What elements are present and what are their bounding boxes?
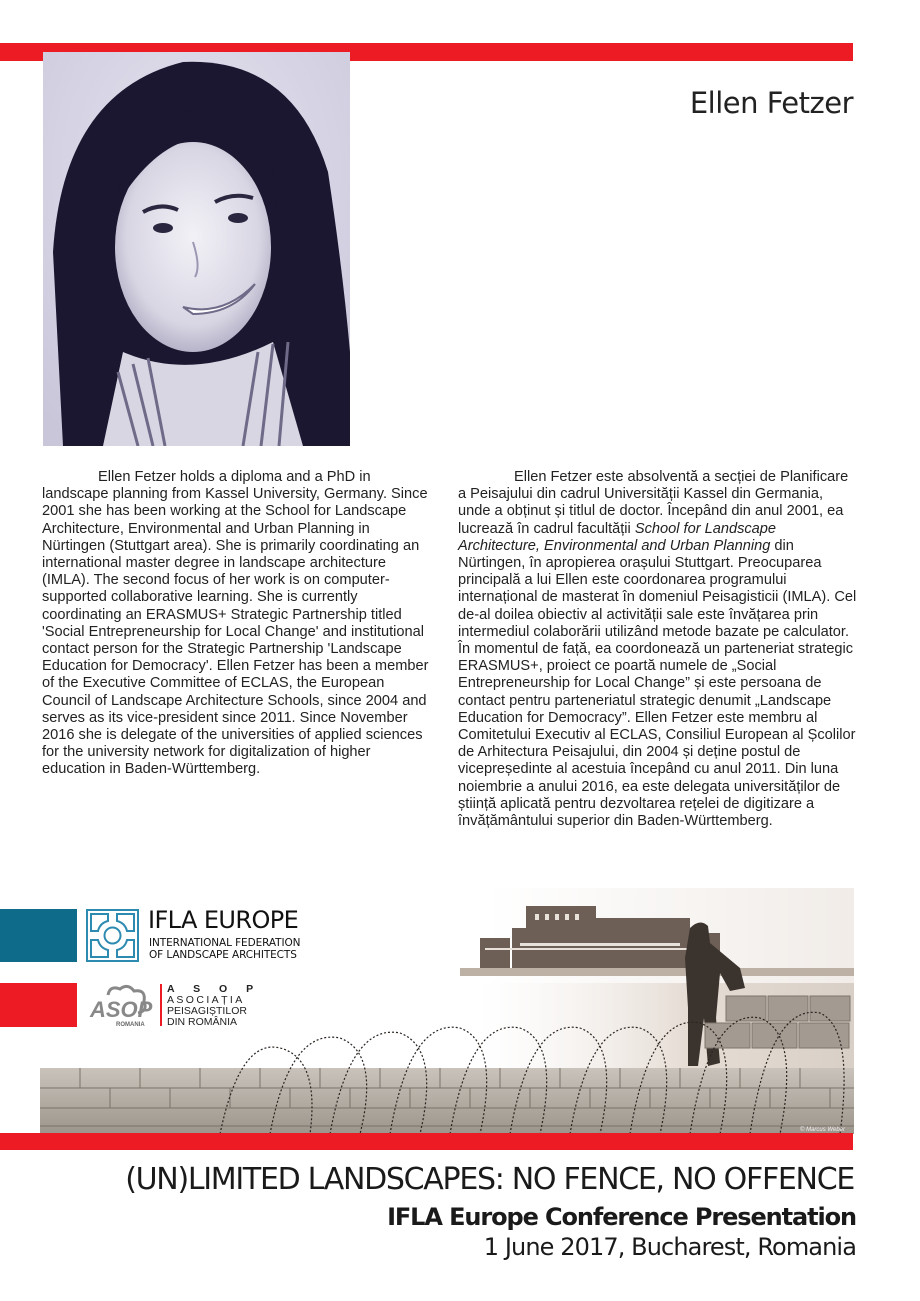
photo-credit: © Marcus Weber <box>800 1127 845 1133</box>
ifla-color-block <box>0 909 77 962</box>
ifla-subtitle-line2: OF LANDSCAPE ARCHITECTS <box>149 949 297 961</box>
bio-romanian-part1: Ellen Fetzer este absolventă a secției de Planificare a Peisajului din cadrul Universității Kassel din Germania, unde a obținut și titlul de doctor. Începând din anul 2001, ea lucrează în cadrul facultății <box>458 469 849 537</box>
ifla-emblem-icon <box>86 909 139 962</box>
conference-subtitle: IFLA Europe Conference Presentation <box>387 1203 856 1231</box>
ifla-subtitle-line1: INTERNATIONAL FEDERATION <box>149 937 301 949</box>
asop-line2: ASOCIAȚIA <box>167 994 245 1006</box>
asop-mark-sub: ROMANIA <box>116 1022 145 1028</box>
asop-emblem-icon <box>86 983 154 1028</box>
ifla-title: IFLA EUROPE <box>148 906 299 934</box>
bio-romanian-text <box>458 469 858 830</box>
asop-color-block <box>0 983 77 1027</box>
bio-romanian <box>458 469 858 830</box>
bio-english-text: Ellen Fetzer holds a diploma and a PhD in landscape planning from Kassel University, Germany. Since 2001 she has been working at the School for Landscape Architecture, Environmental and Urban Planning in Nürtingen (Stuttgart area). She is primarily coordinating an international master degree in landscape architecture (IMLA). The second focus of her work is on computer-supported collaborative learning. She is currently coordinating an ERASMUS+ Strategic Partnership titled 'Social Entrepreneurship for Local Change' and institutional contact person for the Strategic Partnership 'Landscape Education for Democracy'. Ellen Fetzer has been a member of the Executive Committee of ECLAS, the European Council of Landscape Architecture Schools, since 2004 and serves as its vice-president since 2011. Since November 2016 she is delegate of the universities of applied sciences for the university network for digitalization of higher education in Baden-Württemberg. <box>42 469 429 778</box>
conference-date-location: 1 June 2017, Bucharest, Romania <box>483 1233 856 1261</box>
speaker-name: Ellen Fetzer <box>689 86 853 120</box>
asop-line1: A S O P <box>167 983 262 995</box>
ifla-subtitle <box>149 937 300 961</box>
portrait-illustration <box>43 52 350 446</box>
bottom-red-bar <box>0 1133 853 1150</box>
bio-romanian-part2: din Nürtingen, în apropierea orașului Stuttgart. Preocuparea principală a lui Ellen este coordonarea programului internațional de masterat în domeniul Peisagisticii (IMLA). Cel de-al doilea obiectiv al activității sale este învățarea prin intermediul colaborării utilizând metode bazate pe calculator. În momentul de față, ea coordonează un parteneriat strategic ERASMUS+, proiect ce poartă numele de „Social Entrepreneurship for Local Change” și este persoana de contact pentru parteneriatul strategic denumit „Landscape Education for Democracy”. Ellen Fetzer este membru al Comitetului Executiv al ECLAS, Consiliul European al Școlilor de Arhitectura Peisajului, din 2004 și deține postul de vicepreședinte al acestuia începând cu anul 2011. Din luna noiembrie a anului 2016, ea este delegata universităților de știință aplicată pentru dezvoltarea rețelei de digitizare a învățământului superior din Baden-Württemberg. <box>458 537 857 830</box>
portrait-photo <box>43 52 350 446</box>
asop-divider <box>160 984 162 1026</box>
asop-text <box>167 984 261 1028</box>
asop-mark-text: ASOP <box>90 997 153 1022</box>
asop-line4: DIN ROMÂNIA <box>167 1016 238 1028</box>
bio-english <box>42 469 435 779</box>
conference-title: (UN)LIMITED LANDSCAPES: NO FENCE, NO OFFENCE <box>125 1162 854 1197</box>
asop-line3: PEISAGIȘTILOR <box>167 1005 247 1017</box>
bio-romanian-italic: School for Landscape Architecture, Environmental and Urban Planning <box>458 520 777 554</box>
